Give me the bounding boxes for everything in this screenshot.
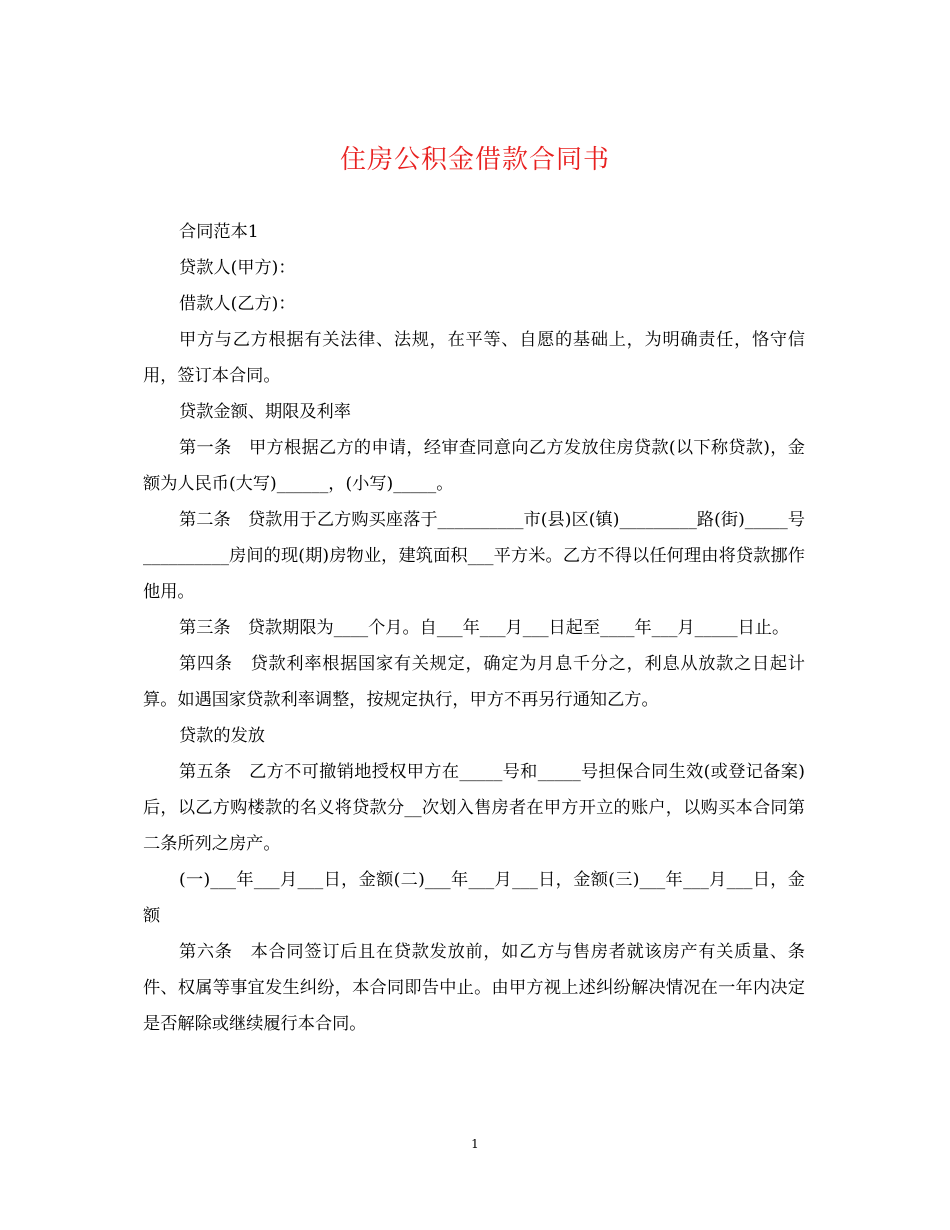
document-body bbox=[143, 214, 805, 1042]
paragraph-borrower: 借款人(乙方)： bbox=[179, 294, 296, 314]
document-title: 住房公积金借款合同书 bbox=[339, 145, 610, 175]
paragraph-installments: (一)___年___月___日，金额(二)___年___月___日，金额(三)___年___月___日，金额 bbox=[143, 870, 805, 926]
page-number: 1 bbox=[471, 1137, 479, 1151]
paragraph-article-6: 第六条 本合同签订后且在贷款发放前，如乙方与售房者就该房产有关质量、条件、权属等事宜发生纠纷，本合同即告中止。由甲方视上述纠纷解决情况在一年内决定是否解除或继续履行本合同。 bbox=[143, 942, 805, 1034]
section-heading-loan-disbursement: 贷款的发放 bbox=[179, 726, 265, 746]
paragraph-article-3: 第三条 贷款期限为____个月。自___年___月___日起至____年___月_____日止。 bbox=[179, 618, 790, 638]
paragraph-preamble: 甲方与乙方根据有关法律、法规，在平等、自愿的基础上，为明确责任，恪守信用，签订本合同。 bbox=[143, 330, 805, 386]
paragraph-article-5: 第五条 乙方不可撤销地授权甲方在_____号和_____号担保合同生效(或登记备案)后，以乙方购楼款的名义将贷款分__次划入售房者在甲方开立的账户，以购买本合同第二条所列之房产。 bbox=[143, 762, 805, 854]
paragraph-lender: 贷款人(甲方)： bbox=[179, 258, 296, 278]
paragraph-article-1: 第一条 甲方根据乙方的申请，经审查同意向乙方发放住房贷款(以下称贷款)，金额为人民币(大写)______，(小写)_____。 bbox=[143, 438, 805, 494]
section-heading-loan-terms: 贷款金额、期限及利率 bbox=[179, 402, 351, 422]
paragraph-article-2: 第二条 贷款用于乙方购买座落于__________市(县)区(镇)_________路(街)_____号__________房间的现(期)房物业，建筑面积___平方米。乙方不得以任何理由将贷款挪作他用。 bbox=[143, 510, 805, 602]
paragraph-article-4: 第四条 贷款利率根据国家有关规定，确定为月息千分之，利息从放款之日起计算。如遇国家贷款利率调整，按规定执行，甲方不再另行通知乙方。 bbox=[143, 654, 805, 710]
paragraph-contract-sample: 合同范本1 bbox=[179, 222, 259, 242]
